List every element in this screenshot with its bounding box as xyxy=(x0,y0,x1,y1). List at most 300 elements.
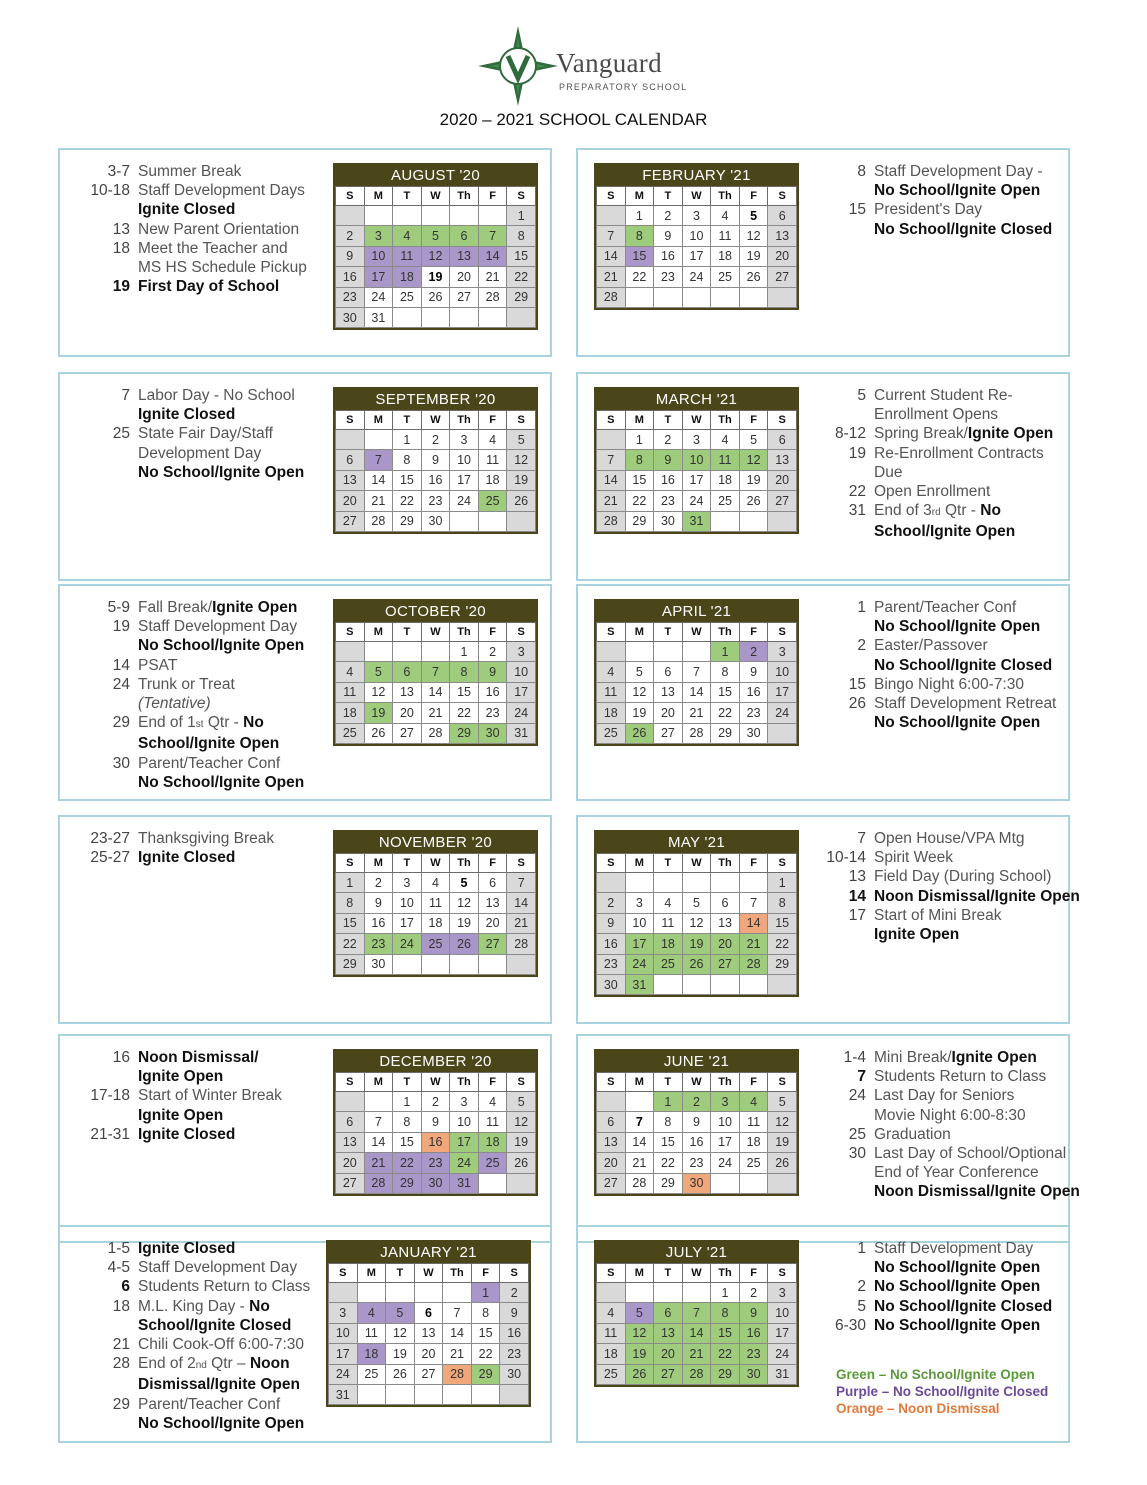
day-cell: 19 xyxy=(625,1344,654,1364)
day-cell: 11 xyxy=(597,1323,626,1343)
day-cell: 22 xyxy=(471,1344,500,1364)
note-date: 17 xyxy=(848,906,866,924)
day-cell: 29 xyxy=(654,1173,683,1193)
day-cell xyxy=(654,1283,683,1303)
note-row xyxy=(74,598,304,617)
day-cell: 28 xyxy=(739,954,768,974)
weekday-label: W xyxy=(414,1264,443,1283)
note-body xyxy=(874,181,1040,200)
day-cell: 6 xyxy=(597,1112,626,1132)
weekday-label: F xyxy=(478,623,507,642)
note-text: Qtr - xyxy=(940,502,981,520)
note-row xyxy=(810,656,1056,675)
weekday-label: W xyxy=(421,187,450,206)
note-text: Last Day for Seniors xyxy=(874,1087,1015,1105)
calendar-title: SEPTEMBER '20 xyxy=(335,389,536,410)
day-cell: 15 xyxy=(450,682,479,702)
day-cell xyxy=(711,287,740,307)
day-cell xyxy=(500,1384,529,1404)
day-cell: 31 xyxy=(364,307,393,327)
day-cell: 30 xyxy=(739,1364,768,1384)
calendar-grid xyxy=(335,186,536,328)
calendar-grid xyxy=(335,853,536,975)
note-text: Ignite Closed xyxy=(138,1240,236,1257)
day-cell: 9 xyxy=(654,450,683,470)
calendar-grid xyxy=(335,1072,536,1194)
day-cell xyxy=(654,974,683,994)
day-cell: 25 xyxy=(421,934,450,954)
note-body xyxy=(874,1182,1080,1201)
day-cell: 10 xyxy=(393,893,422,913)
weekday-label: S xyxy=(329,1264,358,1283)
note-text: End of 2 xyxy=(138,1355,196,1373)
calendar-grid xyxy=(596,1263,797,1385)
panel-february xyxy=(576,148,1070,357)
note-body xyxy=(874,162,1043,181)
calendar-grid xyxy=(328,1263,529,1405)
weekday-label: T xyxy=(393,854,422,873)
day-cell: 6 xyxy=(478,873,507,893)
day-cell: 5 xyxy=(625,1303,654,1323)
day-cell: 11 xyxy=(739,1112,768,1132)
note-date: 14 xyxy=(848,887,866,905)
weekday-label: T xyxy=(393,187,422,206)
note-body xyxy=(138,1277,310,1296)
day-cell: 21 xyxy=(597,267,626,287)
weekday-label: F xyxy=(471,1264,500,1283)
day-cell: 3 xyxy=(682,430,711,450)
note-row xyxy=(810,220,1052,239)
day-cell: 27 xyxy=(450,287,479,307)
day-cell: 26 xyxy=(625,1364,654,1384)
note-body xyxy=(138,617,297,636)
day-cell: 10 xyxy=(450,1112,479,1132)
day-cell: 29 xyxy=(393,1173,422,1193)
weekday-label: M xyxy=(364,623,393,642)
day-cell: 10 xyxy=(329,1323,358,1343)
note-text: Bingo Night 6:00-7:30 xyxy=(874,675,1024,693)
day-cell: 1 xyxy=(625,430,654,450)
compass-logo-icon xyxy=(478,26,558,106)
day-cell: 2 xyxy=(336,226,365,246)
note-text: School/Ignite Open xyxy=(138,735,280,753)
day-cell xyxy=(768,974,797,994)
note-row xyxy=(74,694,304,713)
weekday-label: T xyxy=(654,411,683,430)
day-cell: 31 xyxy=(682,511,711,531)
day-cell xyxy=(625,873,654,893)
day-cell xyxy=(739,287,768,307)
calendar-grid xyxy=(596,410,797,532)
note-body xyxy=(138,258,307,277)
day-cell: 4 xyxy=(654,893,683,913)
note-text: Mini Break/ xyxy=(874,1049,952,1066)
day-cell: 30 xyxy=(739,723,768,743)
day-cell: 1 xyxy=(471,1283,500,1303)
day-cell: 17 xyxy=(364,267,393,287)
note-row xyxy=(810,1277,1052,1296)
day-cell: 1 xyxy=(654,1092,683,1112)
day-cell: 11 xyxy=(597,682,626,702)
note-body xyxy=(138,773,304,792)
weekday-label: S xyxy=(597,411,626,430)
weekday-label: M xyxy=(625,1073,654,1092)
note-row xyxy=(810,463,1053,482)
day-cell: 21 xyxy=(597,491,626,511)
day-cell: 24 xyxy=(682,491,711,511)
calendar-title: NOVEMBER '20 xyxy=(335,832,536,853)
day-cell: 20 xyxy=(597,1153,626,1173)
calendar-september xyxy=(333,387,538,534)
day-cell: 5 xyxy=(507,1092,536,1112)
day-cell: 12 xyxy=(507,1112,536,1132)
day-cell: 1 xyxy=(507,206,536,226)
day-cell: 6 xyxy=(393,662,422,682)
note-row xyxy=(74,386,304,405)
day-cell: 1 xyxy=(393,430,422,450)
panel-september xyxy=(58,372,552,581)
note-body xyxy=(874,617,1040,636)
day-cell: 10 xyxy=(364,246,393,266)
day-cell: 19 xyxy=(421,267,450,287)
day-cell: 10 xyxy=(768,1303,797,1323)
day-cell: 30 xyxy=(364,954,393,974)
note-text: Staff Development Day xyxy=(138,1259,298,1277)
weekday-label: T xyxy=(393,623,422,642)
note-body xyxy=(138,1086,282,1105)
note-body xyxy=(874,522,1015,541)
weekday-label: S xyxy=(336,1073,365,1092)
day-cell: 3 xyxy=(450,1092,479,1112)
note-text: No School/Ignite Closed xyxy=(874,220,1053,238)
note-date: 2 xyxy=(857,1278,866,1296)
note-text: End of 3 xyxy=(874,502,932,520)
note-row xyxy=(74,1354,310,1375)
day-cell xyxy=(478,1173,507,1193)
note-row xyxy=(74,463,304,482)
note-body xyxy=(138,424,273,443)
note-row xyxy=(74,258,307,277)
note-date: 29 xyxy=(112,1395,130,1413)
weekday-label: Th xyxy=(711,1264,740,1283)
note-text: Ignite Open xyxy=(967,425,1054,443)
note-row xyxy=(74,1086,282,1105)
weekday-label: S xyxy=(768,187,797,206)
day-cell: 1 xyxy=(768,873,797,893)
day-cell: 13 xyxy=(478,893,507,913)
note-text: Spirit Week xyxy=(874,849,953,867)
weekday-label: W xyxy=(682,411,711,430)
note-row xyxy=(74,1414,310,1433)
day-cell xyxy=(625,642,654,662)
day-cell: 1 xyxy=(393,1092,422,1112)
note-body xyxy=(874,1239,1033,1258)
day-cell: 14 xyxy=(682,682,711,702)
note-body xyxy=(138,713,264,734)
note-row xyxy=(810,200,1052,219)
note-row xyxy=(810,501,1053,522)
day-cell: 22 xyxy=(711,1344,740,1364)
note-text: End of Year Conference xyxy=(874,1164,1039,1182)
note-text: Noon Dismissal/Ignite Open xyxy=(874,887,1080,905)
note-row xyxy=(810,1163,1080,1182)
day-cell: 7 xyxy=(682,1303,711,1323)
note-row xyxy=(810,598,1056,617)
note-row xyxy=(810,1125,1080,1144)
weekday-label: S xyxy=(507,411,536,430)
day-cell: 16 xyxy=(421,470,450,490)
weekday-label: S xyxy=(768,1264,797,1283)
day-cell xyxy=(471,1384,500,1404)
weekday-label: Th xyxy=(711,411,740,430)
day-cell: 12 xyxy=(768,1112,797,1132)
day-cell: 19 xyxy=(739,470,768,490)
day-cell xyxy=(443,1283,472,1303)
legend-orange: Orange – Noon Dismissal xyxy=(836,1401,1000,1416)
weekday-label: T xyxy=(654,623,683,642)
note-text: Parent/Teacher Conf xyxy=(138,754,281,772)
note-body xyxy=(138,734,279,753)
weekday-label: Th xyxy=(711,187,740,206)
note-text: School/Ignite Open xyxy=(874,523,1016,541)
note-row xyxy=(810,1048,1080,1067)
day-cell: 31 xyxy=(329,1384,358,1404)
day-cell: 20 xyxy=(654,1344,683,1364)
day-cell: 23 xyxy=(654,491,683,511)
day-cell: 9 xyxy=(336,246,365,266)
day-cell: 22 xyxy=(654,1153,683,1173)
day-cell: 23 xyxy=(421,491,450,511)
day-cell: 8 xyxy=(471,1303,500,1323)
day-cell: 3 xyxy=(507,642,536,662)
day-cell: 20 xyxy=(393,703,422,723)
day-cell xyxy=(597,1283,626,1303)
day-cell xyxy=(597,430,626,450)
note-text: Dismissal/Ignite Open xyxy=(138,1376,300,1394)
day-cell xyxy=(393,307,422,327)
weekday-label: S xyxy=(336,623,365,642)
note-date: 5-9 xyxy=(107,599,130,616)
note-body xyxy=(138,1395,280,1414)
day-cell: 22 xyxy=(450,703,479,723)
note-text: Open House/VPA Mtg xyxy=(874,830,1025,847)
day-cell: 3 xyxy=(364,226,393,246)
note-text: PSAT xyxy=(138,656,178,674)
day-cell: 10 xyxy=(625,913,654,933)
day-cell xyxy=(739,873,768,893)
note-date xyxy=(74,1106,138,1125)
day-cell: 24 xyxy=(364,287,393,307)
day-cell: 24 xyxy=(329,1364,358,1384)
weekday-label: T xyxy=(393,1073,422,1092)
day-cell: 17 xyxy=(450,1132,479,1152)
note-body xyxy=(874,906,1002,925)
note-row xyxy=(74,1335,310,1354)
day-cell: 13 xyxy=(768,450,797,470)
day-cell: 14 xyxy=(364,1132,393,1152)
day-cell xyxy=(450,954,479,974)
day-cell: 12 xyxy=(450,893,479,913)
day-cell: 26 xyxy=(507,1153,536,1173)
note-row xyxy=(74,239,307,258)
note-row xyxy=(810,1297,1052,1316)
note-body xyxy=(874,1297,1052,1316)
day-cell: 13 xyxy=(393,682,422,702)
day-cell: 13 xyxy=(336,470,365,490)
weekday-label: Th xyxy=(711,623,740,642)
note-date: 28 xyxy=(112,1355,130,1373)
day-cell: 2 xyxy=(739,642,768,662)
note-body xyxy=(874,867,1051,886)
note-text: st xyxy=(195,719,204,731)
note-date: 16 xyxy=(112,1049,130,1066)
note-date xyxy=(74,1067,138,1086)
day-cell: 21 xyxy=(364,1153,393,1173)
note-row xyxy=(74,181,307,200)
weekday-label: S xyxy=(597,854,626,873)
note-body xyxy=(138,386,295,405)
day-cell: 28 xyxy=(625,1173,654,1193)
weekday-label: F xyxy=(739,854,768,873)
calendar-title: OCTOBER '20 xyxy=(335,601,536,622)
note-text: Start of Winter Break xyxy=(138,1087,282,1105)
note-text: Field Day (During School) xyxy=(874,868,1052,886)
day-cell: 9 xyxy=(421,450,450,470)
day-cell: 17 xyxy=(625,934,654,954)
day-cell: 13 xyxy=(597,1132,626,1152)
day-cell: 19 xyxy=(682,934,711,954)
note-date: 7 xyxy=(857,830,866,847)
note-row xyxy=(74,405,304,424)
day-cell: 2 xyxy=(597,893,626,913)
weekday-label: S xyxy=(597,187,626,206)
day-cell: 15 xyxy=(507,246,536,266)
note-text: No xyxy=(243,714,264,732)
note-text: Noon xyxy=(249,1355,290,1373)
day-cell: 2 xyxy=(478,642,507,662)
calendar-grid xyxy=(335,622,536,744)
note-row xyxy=(810,887,1080,906)
day-cell: 10 xyxy=(768,662,797,682)
day-cell xyxy=(507,954,536,974)
day-cell: 27 xyxy=(478,934,507,954)
day-cell xyxy=(393,206,422,226)
day-cell: 21 xyxy=(364,491,393,511)
notes-july xyxy=(810,1239,1052,1335)
calendar-title: APRIL '21 xyxy=(596,601,797,622)
note-text: Meet the Teacher and xyxy=(138,239,288,257)
note-body xyxy=(874,694,1056,713)
day-cell: 25 xyxy=(336,723,365,743)
note-body xyxy=(874,482,990,501)
note-text: Easter/Passover xyxy=(874,637,988,655)
note-body xyxy=(138,1414,304,1433)
day-cell: 29 xyxy=(768,954,797,974)
note-body xyxy=(138,239,288,258)
note-text: No School/Ignite Closed xyxy=(874,656,1053,674)
note-text: MS HS Schedule Pickup xyxy=(138,259,307,277)
day-cell: 30 xyxy=(336,307,365,327)
notes-april xyxy=(810,598,1056,732)
note-text: Ignite Open xyxy=(874,926,960,944)
day-cell: 10 xyxy=(682,226,711,246)
note-row xyxy=(810,1067,1080,1086)
day-cell: 11 xyxy=(654,913,683,933)
day-cell: 29 xyxy=(625,511,654,531)
day-cell xyxy=(357,1283,386,1303)
note-date xyxy=(74,636,138,655)
calendar-title: AUGUST '20 xyxy=(335,165,536,186)
day-cell: 29 xyxy=(336,954,365,974)
weekday-label: F xyxy=(739,411,768,430)
day-cell xyxy=(654,873,683,893)
day-cell: 21 xyxy=(739,934,768,954)
note-date xyxy=(810,463,874,482)
note-date xyxy=(74,1375,138,1394)
note-row xyxy=(74,162,307,181)
day-cell: 25 xyxy=(393,287,422,307)
day-cell: 8 xyxy=(654,1112,683,1132)
note-row xyxy=(74,1316,310,1335)
day-cell: 5 xyxy=(364,662,393,682)
day-cell xyxy=(443,1384,472,1404)
day-cell: 21 xyxy=(682,1344,711,1364)
day-cell: 17 xyxy=(768,682,797,702)
day-cell xyxy=(364,642,393,662)
note-row xyxy=(810,694,1056,713)
note-text: Graduation xyxy=(874,1125,951,1143)
day-cell xyxy=(364,206,393,226)
note-body xyxy=(874,675,1024,694)
panel-november xyxy=(58,815,552,1024)
weekday-label: W xyxy=(421,1073,450,1092)
note-row xyxy=(74,1125,282,1144)
note-text: Enrollment Opens xyxy=(874,406,999,424)
note-text: Summer Break xyxy=(138,163,242,180)
day-cell: 18 xyxy=(478,1132,507,1152)
note-date xyxy=(810,1258,874,1277)
note-date xyxy=(810,522,874,541)
weekday-label: W xyxy=(421,854,450,873)
day-cell xyxy=(597,1092,626,1112)
note-row xyxy=(74,734,304,753)
note-body xyxy=(874,1048,1037,1067)
day-cell: 17 xyxy=(711,1132,740,1152)
note-row xyxy=(810,1086,1080,1105)
day-cell: 6 xyxy=(654,1303,683,1323)
day-cell: 20 xyxy=(478,913,507,933)
note-body xyxy=(874,887,1080,906)
note-body xyxy=(874,501,1001,522)
day-cell: 27 xyxy=(597,1173,626,1193)
weekday-label: S xyxy=(597,1073,626,1092)
notes-march xyxy=(810,386,1053,542)
note-body xyxy=(874,925,959,944)
note-date: 30 xyxy=(112,754,130,772)
note-date xyxy=(74,773,138,792)
calendar-grid xyxy=(596,622,797,744)
day-cell: 18 xyxy=(478,470,507,490)
note-text: Development Day xyxy=(138,444,262,462)
weekday-label: S xyxy=(336,187,365,206)
day-cell xyxy=(336,1092,365,1112)
day-cell: 7 xyxy=(739,893,768,913)
calendar-title: JANUARY '21 xyxy=(328,1242,529,1263)
weekday-label: T xyxy=(386,1264,415,1283)
day-cell: 27 xyxy=(336,1173,365,1193)
note-text: Staff Development Retreat xyxy=(874,695,1057,713)
note-body xyxy=(138,1239,235,1258)
